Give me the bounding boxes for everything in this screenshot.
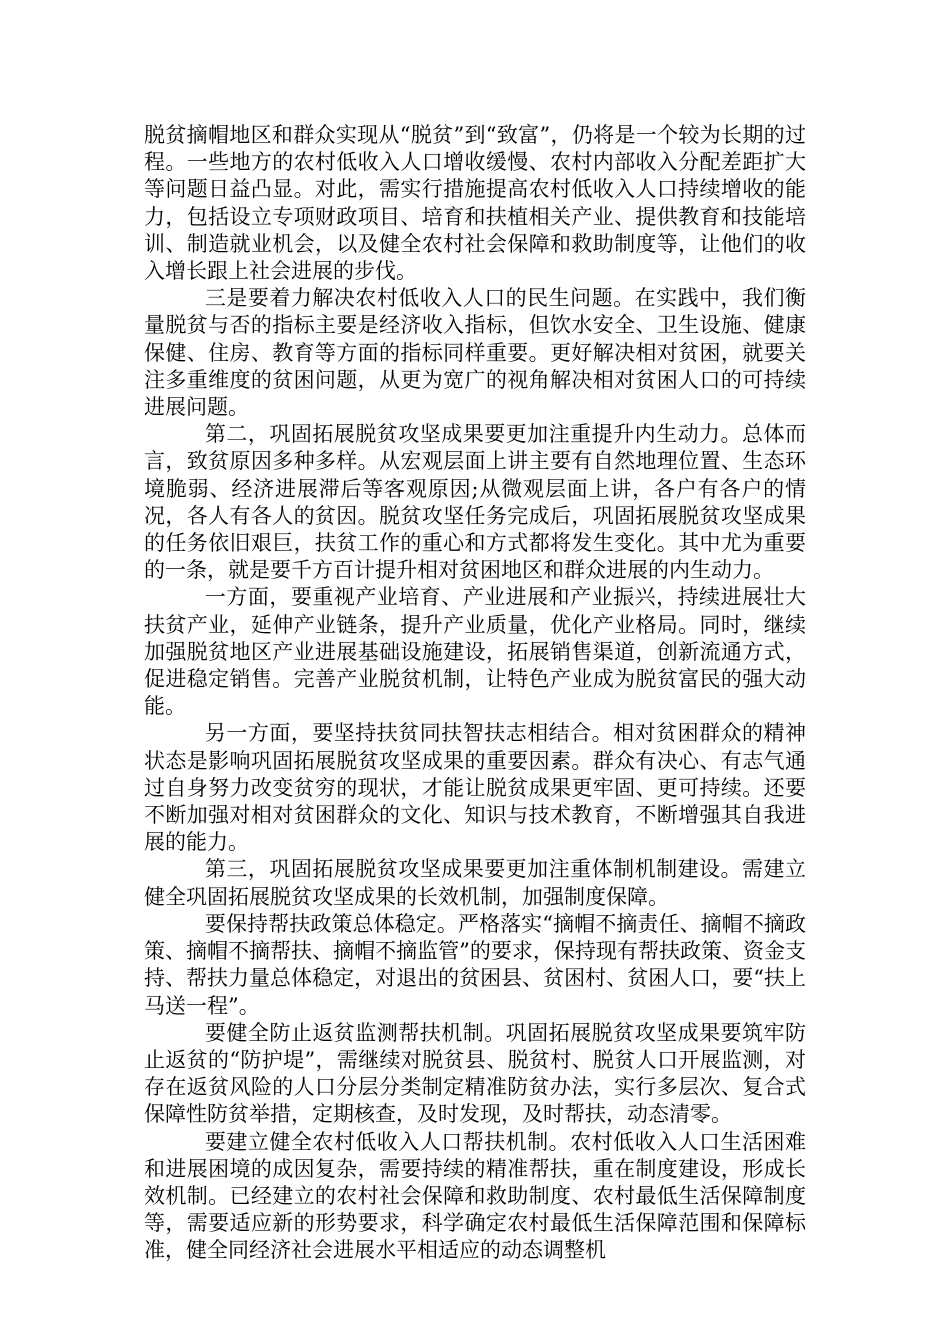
paragraph-industry: 一方面，要重视产业培育、产业进展和产业振兴，持续进展壮大扶贫产业，延伸产业链条，提升产业质量，优化产业格局。同时，继续加强脱贫地区产业进展基础设施建设，拓展销售渠道，创新流通方式，促进稳定销售。完善产业脱贫机制，让特色产业成为脱贫富民的强大动能。 (144, 585, 806, 719)
paragraph-second-section: 第二，巩固拓展脱贫攻坚成果要更加注重提升内生动力。总体而言，致贫原因多种多样。从宏观层面上讲主要有自然地理位置、生态环境脆弱、经济进展滞后等客观原因;从微观层面上讲，各户有各户的情况，各人有各人的贫因。脱贫攻坚任务完成后，巩固拓展脱贫攻坚成果的任务依旧艰巨，扶贫工作的重心和方式都将发生变化。其中尤为重要的一条，就是要千方百计提升相对贫困地区和群众进展的内生动力。 (144, 422, 806, 583)
paragraph-monitoring: 要健全防止返贫监测帮扶机制。巩固拓展脱贫攻坚成果要筑牢防止返贫的“防护堤”，需继续对脱贫县、脱贫村、脱贫人口开展监测，对存在返贫风险的人口分层分类制定精准防贫办法，实行多层次、复合式保障性防贫举措，定期核查，及时发现，及时帮扶，动态清零。 (144, 1020, 806, 1127)
paragraph-point-three: 三是要着力解决农村低收入人口的民生问题。在实践中，我们衡量脱贫与否的指标主要是经济收入指标，但饮水安全、卫生设施、健康保健、住房、教育等方面的指标同样重要。更好解决相对贫困，就要关注多重维度的贫困问题，从更为宽广的视角解决相对贫困人口的可持续进展问题。 (144, 286, 806, 420)
paragraph-third-section: 第三，巩固拓展脱贫攻坚成果要更加注重体制机制建设。需建立健全巩固拓展脱贫攻坚成果的长效机制，加强制度保障。 (144, 857, 806, 909)
paragraph-continuation: 脱贫摘帽地区和群众实现从“脱贫”到“致富”，仍将是一个较为长期的过程。一些地方的农村低收入人口增收缓慢、农村内部收入分配差距扩大等问题日益凸显。对此，需实行措施提高农村低收入人口持续增收的能力，包括设立专项财政项目、培育和扶植相关产业、提供教育和技能培训、制造就业机会，以及健全农村社会保障和救助制度等，让他们的收入增长跟上社会进展的步伐。 (144, 123, 806, 284)
paragraph-policy-stability: 要保持帮扶政策总体稳定。严格落实“摘帽不摘责任、摘帽不摘政策、摘帽不摘帮扶、摘帽不摘监管”的要求，保持现有帮扶政策、资金支持、帮扶力量总体稳定，对退出的贫困县、贫困村、贫困人口，要“扶上马送一程”。 (144, 911, 806, 1018)
document-body (144, 122, 806, 1265)
paragraph-assistance-mechanism: 要建立健全农村低收入人口帮扶机制。农村低收入人口生活困难和进展困境的成因复杂，需要持续的精准帮扶，重在制度建设，形成长效机制。已经建立的农村社会保障和救助制度、农村最低生活保障制度等，需要适应新的形势要求，科学确定农村最低生活保障范围和保障标准，健全同经济社会进展水平相适应的动态调整机 (144, 1129, 806, 1263)
paragraph-aspiration: 另一方面，要坚持扶贫同扶智扶志相结合。相对贫困群众的精神状态是影响巩固拓展脱贫攻坚成果的重要因素。群众有决心、有志气通过自身努力改变贫穷的现状，才能让脱贫成果更牢固、更可持续。还要不断加强对相对贫困群众的文化、知识与技术教育，不断增强其自我进展的能力。 (144, 721, 806, 855)
